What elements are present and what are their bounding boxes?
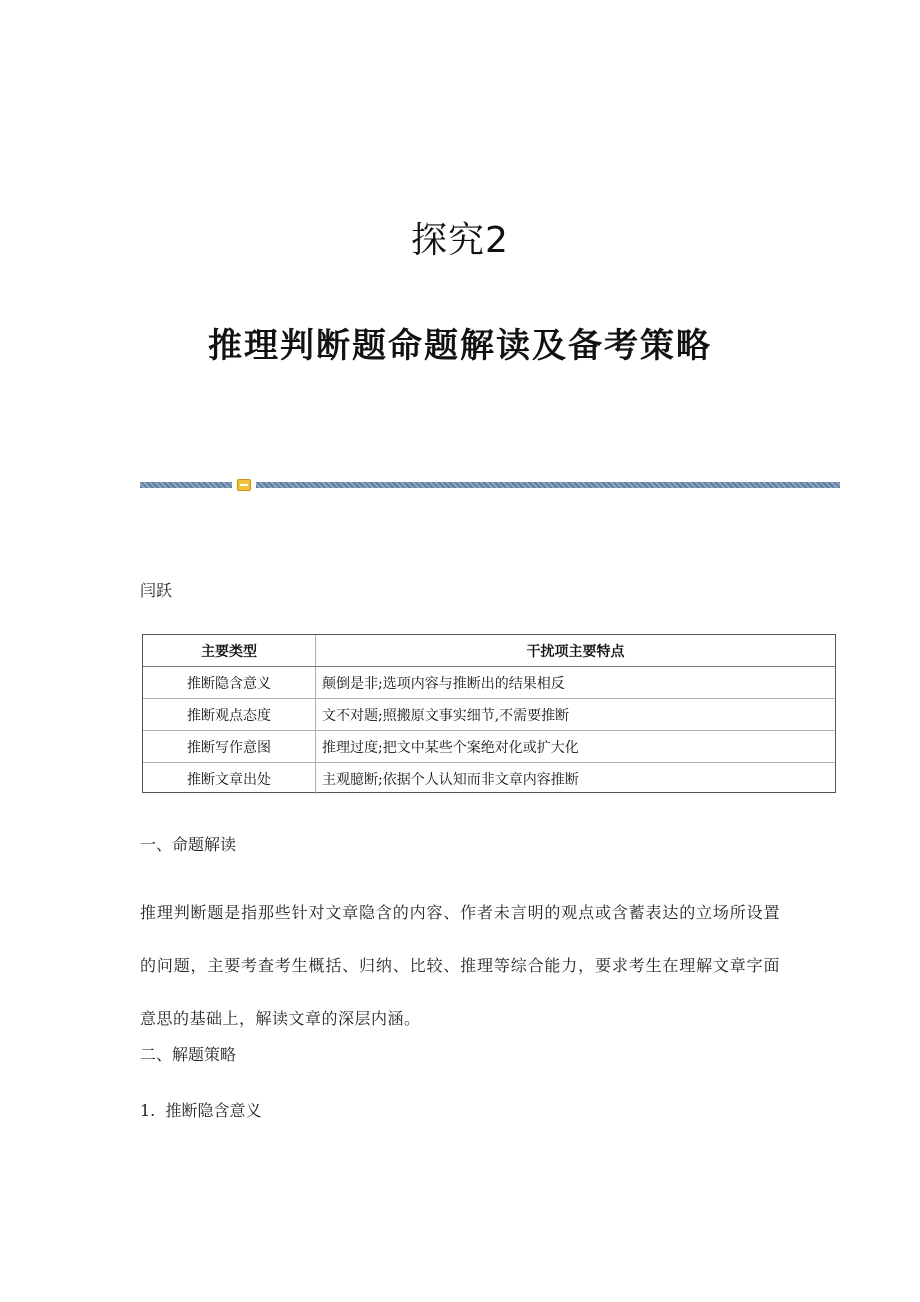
document-title-line1: 探究2 [411,220,509,261]
author-source-label: 闫跃 [140,581,173,600]
table-row [143,763,835,795]
table-row [143,699,835,731]
table-row [143,667,835,699]
row-feature: 文不对题;照搬原文事实细节,不需要推断 [316,699,836,731]
divider-bar-left [140,482,232,488]
table-header-row [143,635,835,667]
section1-body: 推理判断题是指那些针对文章隐含的内容、作者未言明的观点或含蓄表达的立场所设置的问题，主要考查考生概括、归纳、比较、推理等综合能力，要求考生在理解文章字面意思的基础上，解读文章的深层内涵。 [140,903,780,1028]
item1-heading: 1. 推断隐含意义 [140,1101,262,1120]
header-feature: 干扰项主要特点 [316,635,836,667]
row-feature: 主观臆断;依据个人认知而非文章内容推断 [322,771,579,788]
distractor-types-table [142,634,836,793]
header-type: 主要类型 [143,635,316,667]
divider-bar-right [256,482,840,488]
row-type: 推断隐含意义 [143,667,316,699]
row-type: 推断写作意图 [143,731,316,763]
row-type: 推断文章出处 [143,763,316,795]
decorative-divider [140,479,840,491]
row-feature: 推理过度;把文中某些个案绝对化或扩大化 [316,731,836,763]
row-feature: 颠倒是非;选项内容与推断出的结果相反 [316,667,836,699]
row-type: 推断观点态度 [143,699,316,731]
document-title-line2: 推理判断题命题解读及备考策略 [208,326,712,366]
divider-badge-icon [237,479,251,491]
table-row [143,731,835,763]
section2-heading: 二、解题策略 [140,1045,237,1064]
section1-heading: 一、命题解读 [140,835,237,854]
